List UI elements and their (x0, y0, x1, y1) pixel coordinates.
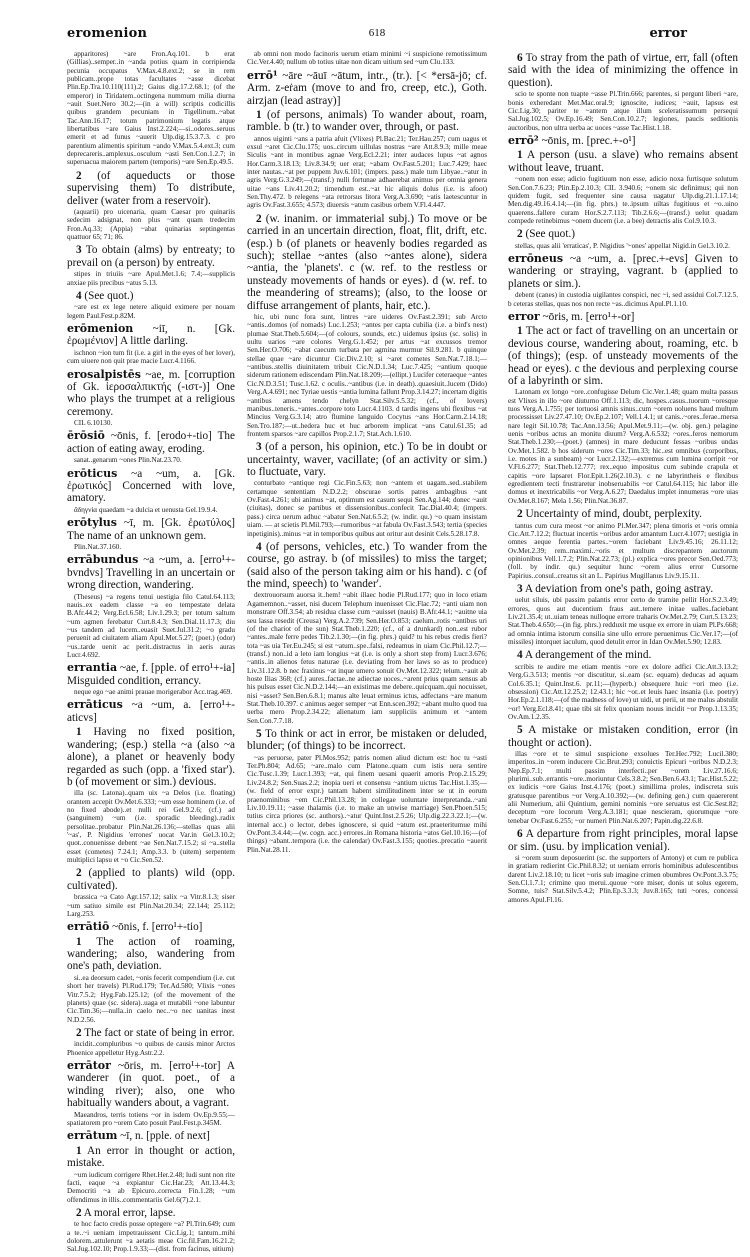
dictionary-entry (67, 323, 235, 348)
citation-block: stipes in triuiis ~are Apul.Met.1.6; 7.4;—supplicis anxiae piis precibus ~atus 5.13. (67, 270, 235, 287)
headword: erosalpistēs (67, 367, 141, 381)
entry-text: ~a ~um, a. [Gk. ἐρωτικός] Concerned with love, amatory. (67, 467, 235, 505)
sense-definition (67, 170, 235, 207)
citation-block: ~um iudicum corrigere Rhet.Her.2.48; ludi sunt non rite facti, eaque ~a expiantur Cic.Har.23; Att.13.44.3; Democriti ~a ab Epicuro..correcta Fin.1.28; ~um offendimus in illis..commentariis Gel.6(7).2.1. (67, 1170, 235, 1204)
left-guide-word: eromenion (67, 26, 148, 41)
sense-text: (of aqueducts or those supervising them) To distribute, deliver (water from a reservoir). (67, 169, 235, 207)
sense-definition (247, 541, 487, 591)
sense-definition (508, 149, 738, 174)
sense-number: 3 (76, 244, 82, 257)
sense-definition (67, 936, 235, 973)
sense-number: 1 (76, 935, 82, 948)
sense-text: (See quot.) (525, 228, 576, 241)
sense-definition (508, 649, 738, 661)
dictionary-entry (247, 70, 487, 107)
page-number: 618 (368, 27, 386, 39)
entry-text: ~ōris, m. [erro¹+-tor] A wanderer (in quot. poet., of a winding river); also, one who habitually wanders about, a vagrant. (67, 1060, 235, 1110)
sense-number: 4 (76, 289, 82, 302)
entry-text: ~a ~um, a. [erro¹+-bvndvs] Travelling in an uncertain or wrong direction, wandering. (67, 554, 235, 592)
headword: errātiō (67, 920, 110, 934)
page-header (67, 26, 687, 44)
citation-block: illa (sc. Latona)..quam uix ~a Delos (i.e. floating) orantem accepit Ov.Met.6.333; ~um esse hominem (i.e. of no fixed abode)..et nulli rei Gel.9.2.6; (cf.) ad (sanguinem) ~um (i.e. sporadic bleeding)..radix persolitae..probatur Plin.Nat.26.136;—stellas quas alii '~as', P. Nigidius 'errones' uocat Var.in Gel.3.10.2; quot..conuenisse debent ~ae Sen.Nat.7.15.2; si ~a..stella esset (cometes) 7.24.1; Amp.3.3. b (uitem) serpentem multiplici lapsu et ~o Cic.Sen.52. (67, 789, 235, 865)
citation-block: Latonam ex longo ~ore..confugisse Delum Cic.Ver.1.48; quam multa passus est Vlixes in illo ~ore diuturno Off.1.113; dic, hospes..casus..tuorum ~oresque tuos Verg.A.1.755; per tortuosi amnis sinus..cum ~orem uoluens haud multum processisset Liv.27.47.10; Ov.Ep.2.107; Vell.1.4.1; ut canis..~ores..ferae..mersa nare legit Sil.10.78; Tac.Ann.13.56; Apul.Met.9.11;—(w. obj. gen.) pelagine uenis ~oribus actus an monitu diuum? Verg.A.6.532; ~ores..feros nemorum Stat.Theb.1.230;—(poet.) (amnes) in mare deducunt fessas ~oribus undas Ov.Met.1.582. b hos siderum ~ores Cic.Tim.33; hic..est omnibus (corporibus, i.e. motes in a sunbeam) ~or Lucr.2.132;—extremus cum lumina corripit ~or V.Fl.6.277; Stat.Theb.12.777; rex..equo impositus cum subinde crapula et capitis ~ore lapsaret Flor.Epit.1.26(2.10.3). c ne labyrintheis e flexibus egredientem tecti frustraretur inobseruabilis ~or Catul.64.115; hic labor ille domus et inextricabilis ~or Verg.A.6.27; Daedalus implet innumeras ~ore uias Ov.Met.8.167; Mela 1.56; Plin.Nat.36.87. (508, 388, 738, 505)
sense-number: 1 (256, 108, 262, 121)
sense-definition (508, 508, 738, 520)
sense-definition (247, 109, 487, 134)
sense-definition (67, 867, 235, 892)
column-right (508, 50, 738, 907)
sense-number: 2 (76, 1026, 82, 1039)
sense-number: 2 (76, 1206, 82, 1219)
sense-number: 4 (256, 540, 262, 553)
citation-block: annos uiginti ~ans a patria afuit (Vlixes) Pl.Bac.21; Ter.Hau.257; cum uagus et exsul ~aret Cic.Clu.175; uos..circum uillulas nostras ~are Att.8.9.3; mille meae Siculis ~ant in montibus agnae Verg.Ecl.2.21; inter audaces lupus ~at agnos Hor.Carm.3.18.13; Liv.8.34.9; uer erat; ~abam Ov.Fast.5.201; Luc.7.429; haec inter nautas..~at per puppem Juv.6.101; (impers. pass.) male tum Libyae..~atur in agris Verg.G.3.249;—(transf.) nulli fortunae adhaerebat animus per omnia genera uitae ~ans Liv.41.20.2; timendum est..~at hic aliquis dolus (i.e. is afoot) Sen.Thy.472. b relegens ~ata retrorsus litora Verg.A.3.690; ~atis laetescuntur in agris Ov.Fast.3.655; 4.573; diuersis ~atum casibus orbem V.Fl.4.447. (247, 134, 487, 210)
sense-definition (508, 828, 738, 853)
column-middle (247, 50, 487, 857)
citation-block: (Theseus) ~a regens tenui uestigia filo Catul.64.113; nauis..ex eadem classe ~a eo tempestate delata B.Afr.44.2; Verg.Ecl.6.58; Liv.1.29.3; per totum saltum ~um agmen ferebatur Curt.8.4.3; Sen.Dial.11.17.3; diu ~us tandem ad lucem..euasit Suet.Jul.31.2; ~o gradu peruenit ad ciuitatem aliam Apul.Met.5.27; (poet.) (odor) ~us..tarde uenit ac perit..distractus in aeris auras Lucr.4.692. (67, 592, 235, 659)
sense-text: To stray from the path of virtue, err, fall (often said with the idea of minimizing the offence in question). (508, 52, 738, 89)
citation-block: te hoc facto credis posse optegere ~a? Pl.Trin.649; cum a te..~i ueniam impetrauissent Cic.Lig.1; tantum..mihi dolorem..attulerunt ~a aetatis meae Cic.fil.Fam.16.21.2; Sal.Jug.102.10; Prop.1.9.33;—(dist. from facinus, uitium) (67, 1220, 235, 1254)
sense-number: 6 (517, 828, 523, 841)
sense-text: Having no fixed position, wandering; (esp.) stella ~a (also ~a alone), a planet or heavenly body regarded as such (opp. a 'fixed star'). b (of movement or sim.) devious. (67, 726, 235, 788)
dictionary-entry (67, 430, 235, 455)
dictionary-entry (67, 369, 235, 419)
sense-definition (508, 325, 738, 387)
sense-number: 1 (76, 726, 82, 739)
citation-block: scribis te audire me etiam mentis ~ore ex dolore adfici Cic.Att.3.13.2; Verg.G.3.513; mentis ~or discutitur, si..eam (sc. equam) deducas ad aquam Col.6.35.1; Quint.Inst.6. pr.11;—(hyperb.) obsequere huic ~ori meo (i.e. obsession) Cic.Att.12.25.2; 12.43.1; hic ~or..et leuis haec insania (i.e. poetry) Hor.Ep.2.1.118;—(of the madness of love) ut uidi, ut perii, ut me malus abstulit ~or! Verg.Ecl.8.41; quae tibi sit felix quoniam nouus incidit ~or Prop.1.13.35; Ov.Am.1.2.35. (508, 662, 738, 721)
sense-number: 2 (256, 212, 262, 225)
dictionary-entry (508, 311, 738, 323)
sense-definition (67, 1207, 235, 1219)
sense-text: A person (usu. a slave) who remains absent without leave, truant. (508, 149, 738, 174)
sense-definition (508, 583, 738, 595)
sense-number: 4 (517, 649, 523, 662)
sense-definition (67, 1145, 235, 1170)
dictionary-entry (67, 921, 235, 933)
entry-text: ~ae, m. [corruption of Gk. ἱεροσαλπικτής (-ιστ-)] One who plays the trumpet at a religious ceremony. (67, 368, 235, 418)
citation-block: scio te sponte non tuapte ~asse Pl.Trin.666; parentes, si pergunt liberi ~are, bonis exheredant Met.Mac.oral.9; ignoscite, iudices; ~auit, lapsus est Cic.Lig.30; pariter te ~antem atque illum sceleratissumum persequi Sal.Jug.102.5; Ov.Ep.16.49; Sen.Con.10.2.7; legiones, paucis seditionis auctoribus, non ultra uerba ac uoces ~asse Tac.Hist.1.18. (508, 90, 738, 132)
sense-text: A departure from right principles, moral lapse or sim. (usu. by implication venial). (508, 828, 738, 853)
sense-text: (See quot.) (84, 289, 134, 302)
sense-definition (67, 1027, 235, 1039)
entry-text: ~a ~um, a. [erro¹+-aticvs] (67, 699, 235, 724)
headword: erōtylus (67, 516, 117, 530)
sense-definition (67, 290, 235, 302)
headword: errāticus (67, 698, 123, 712)
sense-text: To obtain (alms) by entreaty; to prevail on (a person) by entreaty. (67, 244, 235, 269)
citation-block: incidit..compluribus ~o quibus de causis minor Arctos Phoenice appelletur Hyg.Astr.2.2. (67, 1040, 235, 1057)
entry-text: ~a ~um, a. [prec.+-evs] Given to wandering or straying, vagrant. b (applied to planets or sim.). (508, 252, 738, 290)
headword: errābundus (67, 553, 139, 567)
sense-number: 1 (517, 325, 523, 338)
headword: errōneus (508, 251, 564, 265)
entry-text: ~ae, f. [pple. of erro¹+-ia] Misguided condition, errancy. (67, 662, 235, 687)
entry-text: ~ī, m. [Gk. ἐρωτύλος] The name of an unknown gem. (67, 517, 235, 542)
dictionary-entry (67, 554, 235, 591)
citation-block: ~are est ex lege uetere aliquid eximere per nouam legem Paul.Fest.p.82M. (67, 303, 235, 320)
headword: errātor (67, 1059, 111, 1073)
entry-text: ~ī, n. [pple. of next] (117, 1130, 210, 1143)
sense-number: 2 (76, 169, 82, 182)
citation-block: CIL 6.10130. (74, 419, 113, 428)
citation-block: (aquarii) pro uicenaria, quam Caesar pro quinariis sedecim adsignat, non plus ~ant quam tredecim Fron.Aq.33; (Appia) ~abat quinarias septingentas quattuor 65; 71; 86. (67, 208, 235, 242)
entry-text: ~ōnis, m. [prec.+-o¹] (538, 134, 636, 147)
sense-number: 3 (256, 441, 262, 454)
sense-number: 5 (256, 727, 262, 740)
dictionary-entry (67, 699, 235, 724)
sense-text: The act or fact of travelling on an uncertain or devious course, wandering about, roaming, etc. b (of things); (esp. of unsteady movements of the head or eyes). c the devious and perplexing course of a labyrinth or sim. (508, 325, 738, 387)
entry-text: ~āre ~āuī ~ātum, intr., (tr.). [< *ersā-jō; cf. Arm. z-eṙam (move to and fro, creep, etc.), Goth. airzjan (lead astray)] (247, 69, 487, 107)
dictionary-entry (67, 1130, 235, 1142)
dictionary-entry (67, 468, 235, 505)
sense-text: (of persons, vehicles, etc.) To wander from the course, go astray. b (of missiles) to miss the target; (said also of the person taking aim or his hand). c (of the mind, speech) to 'wander'. (247, 540, 488, 591)
citation-block: apparitores) ~are Fron.Aq.101. b erat (Gillias)..semper..in ~anda potius quam in corripienda pecunia occupatus V.Max.4.8.ext.2; se in rem publicam..prope totas facultates ~asse dicebat Plin.Ep.Tra.10.110(111).2; Gaius dig.17.2.68.1; (of the emperor) in Tiridatem..octingena nummum milia diurna ~auit Suet.Nero 30.2;—(in a will) scriptis codicillis quibus grandem pecuniam in Tigellinum..~abat Tac.Ann.16.17; totum patrimonium legatis atque libertatibus ~are Gaius Inst.2.224;—si..odores..seruus emerit et ad funus ~auerit Ulp.dig.15.3.7.3. c pro parentium alimentis spiritum ~ando V.Max.5.4.ext.3; cum deprecareris..amplexus..osculum ~asti Sen.Con.1.2.7; in superuacua maiorem partem (temporis) ~are Sen.Ep.49.5. (67, 50, 235, 167)
citation-block: Plin.Nat.37.160. (74, 543, 122, 551)
entry-text: ~iī, n. [Gk. ἐρωμένιον] A little darling. (67, 323, 235, 348)
citation-block: ab omni non modo facinoris uerum etiam minimi ~i suspicione remotissimum Cic.Ver.4.40; nullum ob totius uitae non dicam uitium sed ~um Clu.133. (247, 50, 487, 67)
headword: ērōsiō (67, 429, 105, 443)
sense-text: A derangement of the mind. (524, 649, 652, 662)
citation-block: stellas, quas alii 'erraticas', P. Nigidius '~ones' appellat Nigid.in Gel.3.10.2. (515, 241, 730, 250)
citation-block: uelut siluis, ubi passim palantis error certo de tramite pellit Hor.S.2.3.49; errores, quos aut ducentium fraus aut..temere initae ualles..faciebant Liv.21.35.4; ut..uiam teneas nulloque errore traharis Ov.Met.2.79; Curt.5.13.23; Stat.Theb.4.650;—(in fig. phrs.) redduxit me usque ex errore in uiam Pl.Ps.668; ad omnia intima istorum consilia sine ullo errore peruenimus Cic.Ver.17;—(of missiles) intorquet iaculum, quod detulit error in Idan Ov.Met.5.90; 12.83. (508, 596, 738, 647)
sense-number: 5 (517, 724, 523, 737)
citation-block: sanat..genarum ~ones Plin.Nat.23.70. (74, 456, 182, 465)
sense-number: 2 (517, 508, 523, 521)
column-left (67, 50, 235, 1257)
headword: errō¹ (247, 68, 278, 82)
dictionary-entry (508, 253, 738, 290)
citation-block: Maeandros, terris totiens ~or in isdem Ov.Ep.9.55;—spatiatorem pro ~orem Cato posuit Paul.Fest.p.345M. (67, 1110, 235, 1127)
citation-block: ~onem non esse; adicio fugitiuum non esse, adicio noxa furtisque solutum Sen.Con.7.6.23; Plin.Ep.2.10.3; CIL 3.940.6; ~onem sic definimus; qui non quidem fugit, sed frequenter sine causa uagatur Ulp.dig.21.1.17.14; Men.dig.49.16.4.14;—(in fig. phrs.) te..ipsum uiltas fugitiuus et ~o..uino quaerens..fallere curam Hor.S.2.7.113; Tib.2.6.6;—(transf.) uelut quadam compede retinebimus ~onem ducem (i.e. a bee) detractis alis Col.9.10.3. (508, 175, 738, 225)
sense-definition (508, 228, 738, 240)
sense-text: (of a person, his opinion, etc.) To be in doubt or uncertainty, waver, vacillate; (of an activity or sim.) to fluctuate, vary. (247, 441, 487, 479)
citation-block: hic, ubi nunc fora sunt, lintres ~are uideres Ov.Fast.2.391; sub Arcto ~antis..domos (of nomads) Luc.1.253; ~antes per capta cubilia (i.e. a bird's nest) plumae Stat.Theb.5.604;—(of colours, sounds, etc.) uidemus ipsius (sc. solis) in uultu uarios ~are colores Verg.G.1.452; per artus ~at excussos tremor Sen.Her.O.706; ~abat caecum turbata per agmina murmur Sil.9.281. b quinque stellae quae ~are dicuntur Cic.Div.2.10; si ~aret cometes Sen.Nat.7.18.1;—~antibus..stellis diuinitatem tribuit Cic.N.D.1.34; Luc.7.425; ~antium quoque siderum rationem ediscendam Plin.Nat.18.209;—(ellipt.) Lucifer ceteraeque ~antes Cic.N.D.3.51; Tusc.1.62. c oculis..~antibus (i.e. in death)..quaesiuit..lucem (Dido) Verg.A.4.691; nec Tyriae uestis ~antia lumina fallunt Prop.3.14.27; incertam digitis ~antibus amens tendo chelyn Stat.Silv.5.5.32; (cf., of lovers) manibus..teneris..~antes..corpore toto Lucr.4.1103. d tardis ingens ubi flexibus ~at Mincius Verg.G.3.14; atro flumine languido Cocytus ~ans Hor.Carm.2.14.18; Sen.Tro.187;—ut..hedera huc et huc arborem implicat ~ans Catul.61.35; ad frontem sparsos ~are capillos Prop.2.1.7; Stat.Ach.1.610. (247, 313, 487, 438)
sense-text: A mistake or mistaken condition, error (in thought or action). (508, 724, 739, 749)
sense-text: An error in thought or action, mistake. (67, 1144, 235, 1170)
headword: error (508, 309, 540, 323)
dictionary-entry (67, 662, 235, 687)
citation-block: tantus cum cura meost ~or animo Pl.Mer.347; plena timoris et ~oris omnia Cic.Att.7.12.2; fluctuat incertis ~oribus ardor amantum Lucr.4.1077; uestigia in omnes aeque ferentia partes..~orem faciebant Liv.9.45.16; 26.11.12; Ov.Met.2.39; rem..maximi..~oris et multum discrepantem auctorum opinionibus Vell.1.7.2; Plin.Nat.22.73; (pl.) explica ~ores precor Sen.Oed.773; (foll. by indir. qu.) sequitur hunc ~orem alius error Cursorne Papirius..consul..creatus sit an L. Papirius Mugillanus Liv.9.15.11. (508, 521, 738, 580)
headword: errō² (508, 133, 539, 147)
sense-text: To think or act in error, be mistaken or deluded, blunder; (of things) to be incorrect. (247, 727, 487, 753)
sense-text: The fact or state of being in error. (84, 1026, 235, 1039)
sense-definition (67, 244, 235, 269)
sense-definition (508, 724, 738, 749)
headword: errantia (67, 661, 118, 675)
sense-text: (w. inanim. or immaterial subj.) To move or be carried in an uncertain direction, float, flit, drift, etc. (esp.) b (of planets or heavenly bodies regarded as such); stellae ~antes (also ~antes alone), sidera ~antia, the 'planets'. c (w. ref. to the restless or unsteady movements of hands or eyes). d (w. ref. to the meandering of streams); (also, to the loose or diffuse arrangement of plants, hair, etc.). (247, 212, 487, 312)
sense-definition (247, 213, 487, 312)
sense-definition (247, 441, 487, 478)
sense-number: 1 (517, 149, 523, 162)
sense-number: 2 (76, 867, 82, 880)
sense-text: (applied to plants) wild (opp. cultivated). (67, 867, 236, 892)
entry-text: ~ōris, m. [erro¹+-or] (539, 310, 635, 323)
entry-text: ~ōnis, f. [erodo+-tio] The action of eating away, eroding. (67, 430, 235, 455)
sense-text: A deviation from one's path, going astray. (524, 582, 714, 595)
headword: erōticus (67, 466, 118, 480)
citation-block: ἄδηγνία quaedam ~a dulcia et uenusta Gel.19.9.4. (74, 505, 218, 514)
citation-block: conturbato ~antique regi Cic.Fin.5.63; non ~antem et uagam..sed..stabilem certamque sententiam N.D.2.2; obscurae sortis patres ambagibus ~ant Ov.Fast.4.261; ubi animus ~at, optimum est casum sequi Sen.Ag.144; donec ~auit (ciuitas), donec se partibus et dissensionibus..confecit Tac.Dial.40.4; (impers. pass.) circa uerum adhuc ~abatur Sen.Nat.6.5.2; (w. indir. qu.) ~o quam insistam uiam. — at scietis Pl.Mil.793;—rumoribus ~at fabula Ov.Fast.3.543; tertia (species inpetiginis)..minus ~at in temporibus quibus aut oritur aut desinit Cels.5.28.17.8. (247, 479, 487, 538)
right-guide-word: error (649, 26, 687, 41)
sense-number: 2 (517, 228, 523, 241)
citation-block: ischnon ~ion tum fit (i.e. a girl in the eyes of her lover), cum uiuere non quit prae macie Lucr.4.1166. (67, 348, 235, 366)
sense-text: Uncertainty of mind, doubt, perplexity. (525, 508, 703, 521)
sense-definition (67, 726, 235, 788)
sense-definition (508, 52, 738, 89)
entry-text: ~ōnis, f. [erro¹+-tio] (109, 921, 203, 934)
sense-number: 3 (517, 582, 523, 595)
citation-block: neque ego ~ae animi prauae morigerabor Acc.trag.469. (74, 688, 233, 697)
dictionary-entry (508, 135, 738, 147)
dictionary-entry (67, 517, 235, 542)
sense-text: A moral error, lapse. (83, 1206, 176, 1219)
sense-text: (of persons, animals) To wander about, roam, ramble. b (tr.) to wander over, through, or past. (247, 108, 487, 134)
sense-number: 6 (517, 52, 523, 64)
citation-block: ~as peruorse, pater Pl.Mos.952; patris nomen aliud dictum est: hoc tu ~asti Ter.Ph.804; Ad.65; ~are..malo cum Platone..quam cum istis uera sentire Cic.Tusc.1.39; Lucr.1.393; ~at, qui finem uesani quaerit amoris Prop.2.15.29; Liv.24.8.2; Sen.Suas.2.2; inopia ueri et consensu ~antium uictus Tac.Hist.1.35;—(w. field of error expr.) tantam habent similitudinem inter se ut in eorum praenominibus ~em Cic.Phil.13.28; in collegae uoluntate interpretanda..~ani Liv.10.19.11; ~asse thalamis (i.e. to make an unwise marriage) Sen.Phoen.515; tutius circa priores (sc. authors)..~atur Quint.Inst.2.5.26; Ulp.dig.22.3.22.1;—(w. internal acc.) o lector, debes ignoscere, si quid ~atum est..praeteritumue mihi Ov.Pont.3.4.44;—(w. cogn. acc.) errores..in Romana historia ~atos Gel.10.16;—(of things) ~abant..tempora (i.e. the calendar) Ov.Fast.3.155; quoties..precatio ~auerit Plin.Nat.28.11. (247, 753, 487, 854)
citation-block: si ~orem suum deposuerint (sc. the supporters of Antony) et cum re publica in gratiam redierint Cic.Phil.8.32; ut ueniam erroris hominibus adulescentibus darent Liv.2.18.10; tu licet ~oris sub imagine crimen obumbres Ov.Pont.3.3.75; Sen.Cl.1.7.1; crimine quo merui..quoue ~ore miser, donis ut solus egerem, Somne, tuis? Stat.Silv.5.4.2; Plin.Ep.3.3.3; Juv.8.165; tuti ~ores, concessi amores Apul.Fl.16. (508, 853, 738, 904)
headword: erōmenion (67, 322, 134, 335)
headword: errātum (67, 1129, 118, 1143)
sense-definition (247, 728, 487, 753)
sense-text: The action of roaming, wandering; also, wandering from one's path, deviation. (67, 935, 235, 973)
citation-block: si..ea deorsum cadet, ~onis fecerit compendium (i.e. cut short her travels) Pl.Rud.179; Ter.Ad.580; Vlixis ~ones Vitr.7.5.2; Hyg.Fab.125.12; (of the movement of the planets) quae (sc. sidera)..uaga et mutabili ~one labuntur Cic.Tim.36;—nulla..in caelo nec..~o nec uanitas inest N.D.2.56. (67, 973, 235, 1024)
citation-block: illas ~ore et te simul suspicione exsolues Ter.Hec.792; Lucil.380; imperitos..in ~orem inducere Cic.Brut.293; conuictis Epicuri ~oribus N.D.2.3; Nep.Ep.7.1; multi passim interfecti..per ~orem Liv.27.16.6; plurimi..sub..errantis ~ore..moriuntur Cels.3.8.2; Sen.Ben.6.43.1; Tac.Hist.5.22; ex iudicis ~ore Gaius Inst.4.176; (poet.) simillima proles, indiscreta suis gratusque parentibus ~or Verg.A.10.392;—(w. defining gen.) cum quaererent alii Numerium, alii Quintium, gemini nominis ~ore seruatus est Cic.Sest.82; deceptum ~ore locorum Verg.A.3.181; quae nescieram, quorumque ~ore tenebar Ov.Fast.6.255; ~or numeri Plin.Nat.6.207; Papin.dig.22.6.8. (508, 750, 738, 825)
citation-block: brassica ~a Cato Agr.157.12; salix ~a Vitr.8.1.3; siser ~um satiuo simile est Plin.Nat.20.34; 22.144; 25.112; Larg.253. (67, 893, 235, 918)
sense-number: 1 (76, 1144, 82, 1157)
citation-block: dextrouorsum auorsa it..hem! ~abit illaec hodie Pl.Rud.177; quo in loco etiam Agamemnon..~asset, nisi ducem Telephum inuenisset Cic.Flac.72; ~anti uiam non monstrare Off.3.54; ab residua classe cum ~auisset (nauis) B.Afr.44.1; ~auitne uia seu lassa resedit (Creusa) Verg.A.2.739; Sen.Her.O.853; caelum..rotis ~antibus uri (of the chariot of the sun) Stat.Theb.1.220; (cf., of a drunkard) non..est rubor ~antes..male ferre pedes Tib.2.1.30;—(in fig. phrs.) quid? tu his rebus credis fieri? tota ~as uia Ter.Eu.245; si est ~atum..spe..falsi, redeamus in uiam Cic.Phil.12.7;—(transf.) non..id a leto iam longius ~at (i.e. is only a short step from) Lucr.3.676; ~antis..in alienos fetus naturae (i.e. deviating from her laws so as to produce) Liv.31.12.8. b nec fraxinus ~at inque umero sonuit Ov.Met.12.322; telum..~auit ab hoste Ilias 368; (cf.) aures..factae..ne adiectae uoces..~arent prius quam sensus ab his pulsus esset Cic.N.D.2.144;—an existimas me debere..quicquam..qui nocuisset, nisi ~asset? Sen.Ben.6.8.1; manus alte leuat erminus ictus, adfectans ~are manum Stat.Theb.10.397. c animus aeger semper ~at Enn.scen.392; ~abant multo quod tua uerba mero Prop.2.34.22; alienatum iam suppliciis animum et ~antem Sen.Con.7.7.18. (247, 591, 487, 725)
citation-block: debent (canes) in custodia uigilantes conspici, nec ~i, sed assidui Col.7.12.5. b ceteras stellas, quas nos non recte ~as..dicimus Apul.Pl.1.10. (508, 291, 738, 308)
dictionary-entry (67, 1060, 235, 1110)
